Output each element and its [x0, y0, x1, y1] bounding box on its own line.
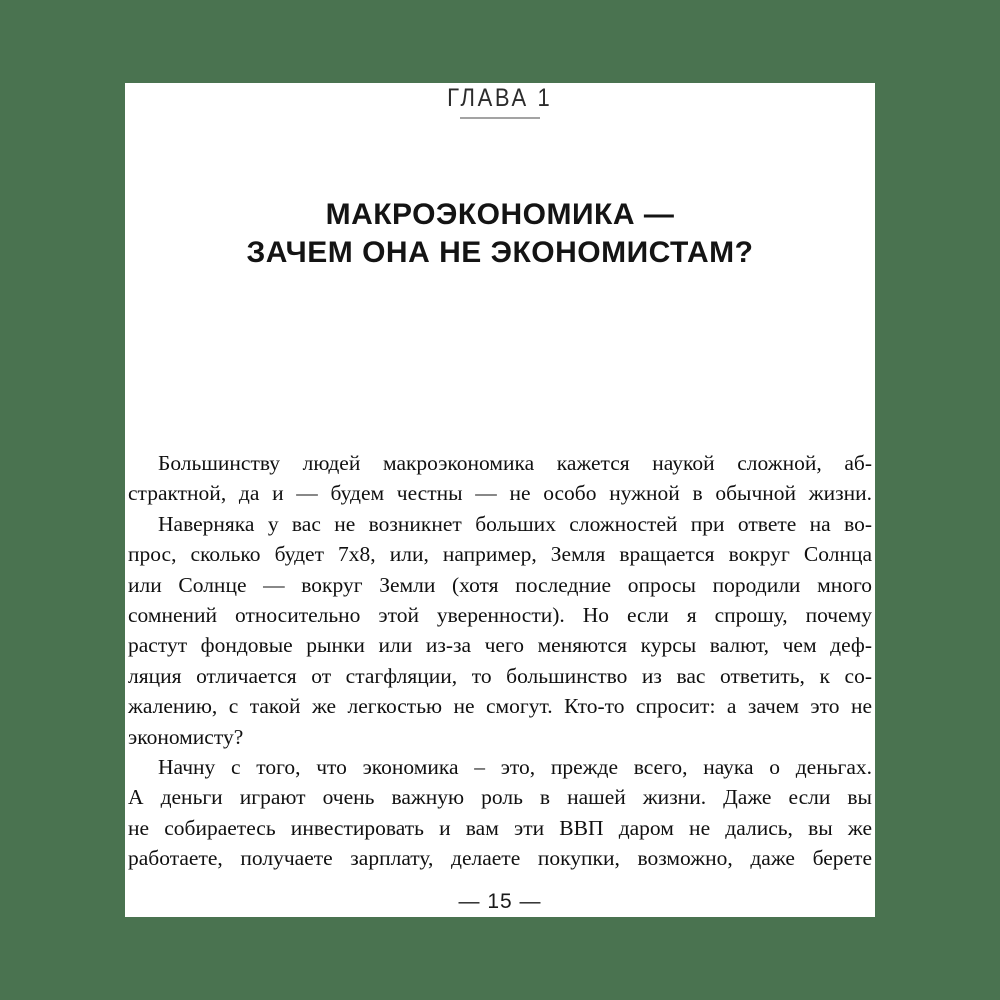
chapter-heading-rule [460, 117, 540, 119]
text-line: ляция отличается от стагфляции, то большинство из вас ответить, к со- [128, 663, 872, 688]
text-line: Наверняка у вас не возникнет больших сложностей при ответе на во- [158, 511, 872, 536]
text-line: страктной, да и — будем честны — не особо нужной в обычной жизни. [128, 481, 872, 506]
text-line: сомнений относительно этой уверенности). Но если я спрошу, почему [128, 603, 872, 628]
book-page [125, 83, 875, 917]
text-line: Большинству людей макроэкономика кажется наукой сложной, аб- [158, 451, 872, 475]
page-number: — 15 — [458, 890, 542, 913]
text-line: растут фондовые рынки или из-за чего меняются курсы валют, чем деф- [128, 633, 872, 658]
text-line: прос, сколько будет 7х8, или, например, Земля вращается вокруг Солнца [128, 542, 872, 567]
text-line: экономисту? [128, 724, 244, 749]
chapter-title-line-2: ЗАЧЕМ ОНА НЕ ЭКОНОМИСТАМ? [246, 236, 754, 269]
body-text [128, 448, 872, 874]
text-line: работаете, получаете зарплату, делаете покупки, возможно, даже берете [128, 846, 872, 871]
text-line: Начну с того, что экономика – это, прежде всего, наука о деньгах. [158, 755, 872, 780]
chapter-heading: ГЛАВА 1 [447, 84, 553, 112]
chapter-title [247, 196, 754, 272]
text-line: или Солнце — вокруг Земли (хотя последние опросы породили много [128, 572, 872, 597]
text-line: жалению, с такой же легкостью не смогут. Кто-то спросит: а зачем это не [128, 694, 872, 719]
text-line: не собираетесь инвестировать и вам эти ВВП даром не дались, вы же [128, 815, 872, 840]
chapter-title-line-1: МАКРОЭКОНОМИКА — [325, 198, 675, 231]
text-line: А деньги играют очень важную роль в нашей жизни. Даже если вы [128, 785, 872, 810]
